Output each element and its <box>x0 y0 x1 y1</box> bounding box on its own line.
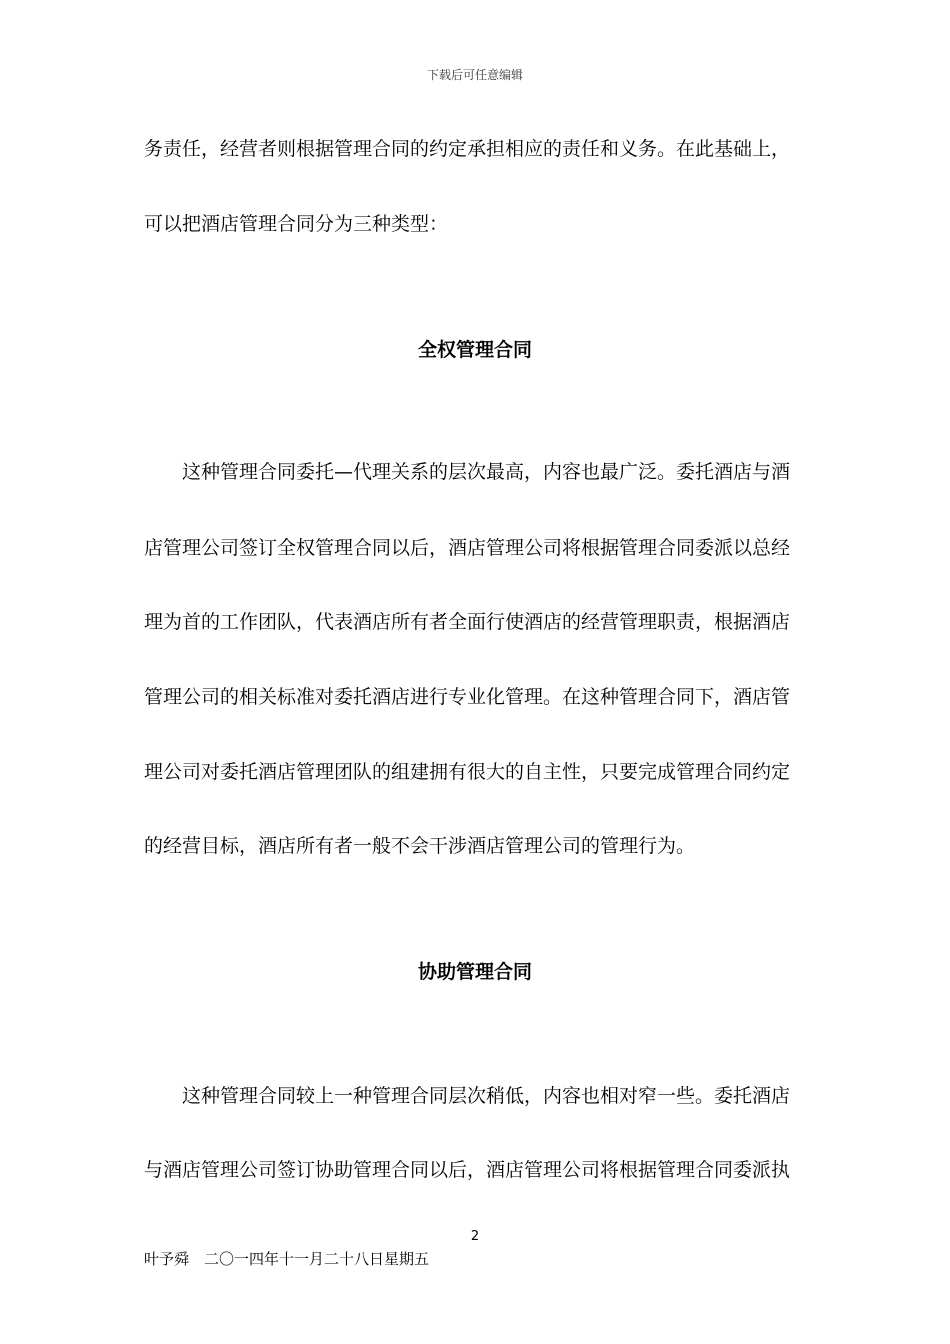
paragraph-line: 的经营目标，酒店所有者一般不会干涉酒店管理公司的管理行为。 <box>144 835 696 857</box>
paragraph-line: 理为首的工作团队，代表酒店所有者全面行使酒店的经营管理职责，根据酒店 <box>144 611 791 633</box>
paragraph-line: 这种管理合同较上一种管理合同层次稍低，内容也相对窄一些。委托酒店 <box>182 1085 791 1107</box>
paragraph-line: 务责任，经营者则根据管理合同的约定承担相应的责任和义务。在此基础上， <box>144 138 791 160</box>
paragraph-line: 店管理公司签订全权管理合同以后，酒店管理公司将根据管理合同委派以总经 <box>144 537 791 559</box>
paragraph-line: 可以把酒店管理合同分为三种类型： <box>144 213 449 235</box>
footer-signature-date: 叶予舜 二〇一四年十一月二十八日星期五 <box>144 1250 430 1268</box>
paragraph-line: 与酒店管理公司签订协助管理合同以后，酒店管理公司将根据管理合同委派执 <box>144 1159 791 1181</box>
paragraph-line: 这种管理合同委托—代理关系的层次最高，内容也最广泛。委托酒店与酒 <box>182 461 791 483</box>
section-heading-assisted-management: 协助管理合同 <box>417 961 532 983</box>
paragraph-line: 管理公司的相关标准对委托酒店进行专业化管理。在这种管理合同下，酒店管 <box>144 686 791 708</box>
section-heading-full-management: 全权管理合同 <box>417 339 532 361</box>
header-note: 下载后可任意编辑 <box>426 68 523 82</box>
paragraph-line: 理公司对委托酒店管理团队的组建拥有很大的自主性，只要完成管理合同约定 <box>144 761 791 783</box>
page-number: 2 <box>470 1229 480 1244</box>
